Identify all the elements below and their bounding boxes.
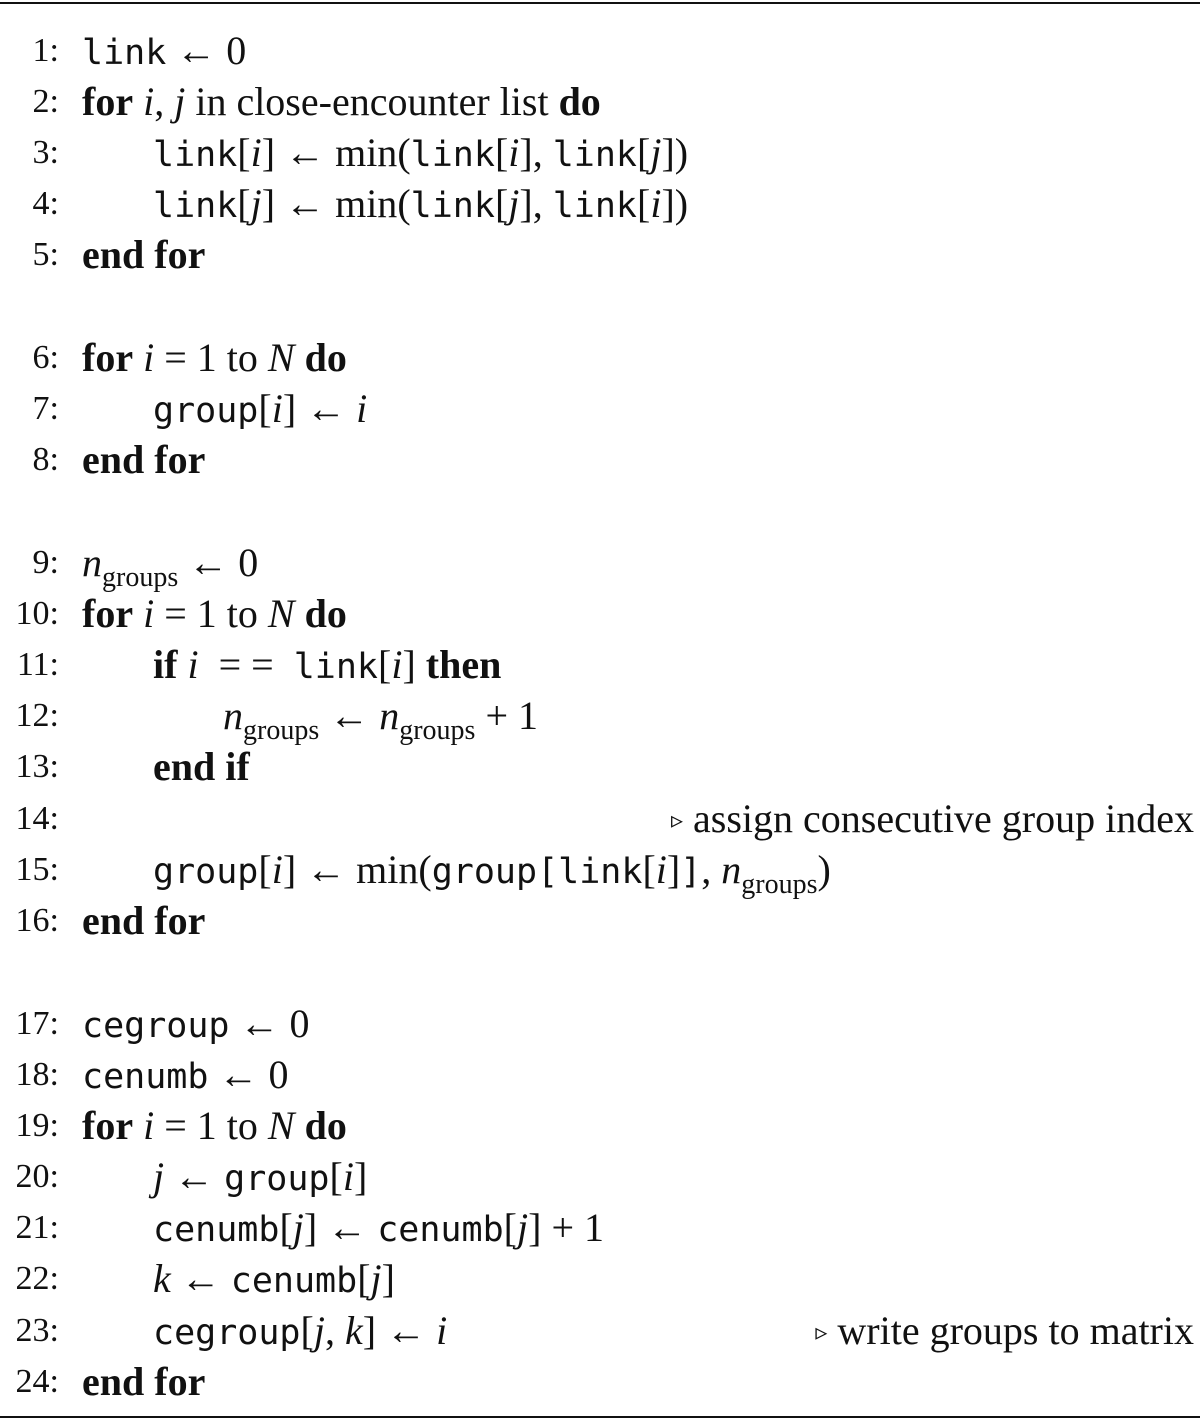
line-code: end for bbox=[82, 232, 206, 277]
line-code: cenumb[j] ← cenumb[j] + 1 bbox=[153, 1205, 604, 1250]
algorithm-line-20 bbox=[0, 1151, 1200, 1202]
algorithm-line-3 bbox=[0, 127, 1200, 178]
algorithm-line-2 bbox=[0, 76, 1200, 127]
algorithm-line-4 bbox=[0, 178, 1200, 229]
line-number: 1: bbox=[32, 32, 59, 69]
algorithm-line-18 bbox=[0, 1049, 1200, 1100]
line-code: end for bbox=[82, 898, 206, 943]
algorithm-line-22 bbox=[0, 1253, 1200, 1304]
line-number: 24: bbox=[15, 1363, 59, 1400]
line-code: link[i] ← min(link[i], link[j]) bbox=[153, 130, 689, 175]
line-number: 7: bbox=[32, 390, 59, 427]
algorithm-line-11 bbox=[0, 639, 1200, 690]
line-number: 3: bbox=[32, 134, 59, 171]
line-code: cegroup[j, k] ← i bbox=[153, 1308, 448, 1353]
line-number: 12: bbox=[15, 697, 59, 734]
algorithm-line-12 bbox=[0, 690, 1200, 746]
line-number: 21: bbox=[15, 1209, 59, 1246]
algorithm-line-19 bbox=[0, 1100, 1200, 1151]
algorithm-line-7 bbox=[0, 383, 1200, 434]
line-code: if i = = link[i] then bbox=[153, 642, 502, 687]
line-code: group[i] ← min(group[link[i]], $n_{groups}$) bbox=[153, 847, 831, 900]
line-number: 17: bbox=[15, 1005, 59, 1042]
line-code: end for bbox=[82, 1359, 206, 1404]
line-comment: ▹ assign consecutive group index bbox=[670, 796, 1194, 841]
line-comment: ▹ write groups to matrix bbox=[815, 1308, 1194, 1353]
line-number: 19: bbox=[15, 1107, 59, 1144]
algorithm-line-14 bbox=[0, 793, 1200, 844]
algorithm-line-17 bbox=[0, 998, 1200, 1049]
algorithm-line-8 bbox=[0, 434, 1200, 485]
line-code: group[i] ← i bbox=[153, 386, 368, 431]
algorithm-line-24 bbox=[0, 1356, 1200, 1407]
line-code: $n_{groups}$ ← $n_{groups} + 1$ bbox=[223, 693, 539, 746]
line-code: for i = 1 to N do bbox=[82, 335, 347, 380]
algorithm-line-13 bbox=[0, 741, 1200, 792]
line-code: $n_{groups}$ ← 0 bbox=[82, 540, 259, 593]
line-number: 13: bbox=[15, 748, 59, 785]
line-number: 22: bbox=[15, 1260, 59, 1297]
line-code: for i = 1 to N do bbox=[82, 1103, 347, 1148]
line-code: link ← 0 bbox=[82, 28, 247, 73]
algorithm-line-5 bbox=[0, 229, 1200, 280]
line-number: 15: bbox=[15, 851, 59, 888]
line-code: for i, j in close-encounter list do bbox=[82, 79, 601, 124]
line-code: cegroup ← 0 bbox=[82, 1001, 310, 1046]
algorithm-line-15 bbox=[0, 844, 1200, 900]
line-code: for i = 1 to N do bbox=[82, 591, 347, 636]
line-number: 5: bbox=[32, 236, 59, 273]
algorithm-line-10 bbox=[0, 588, 1200, 639]
line-number: 10: bbox=[15, 595, 59, 632]
algorithm-line-1 bbox=[0, 25, 1200, 76]
line-code: link[j] ← min(link[j], link[i]) bbox=[153, 181, 689, 226]
line-number: 14: bbox=[15, 800, 59, 837]
line-number: 8: bbox=[32, 441, 59, 478]
line-number: 6: bbox=[32, 339, 59, 376]
algorithm-line-9 bbox=[0, 537, 1200, 593]
line-code: k ← cenumb[j] bbox=[153, 1256, 395, 1301]
algorithm-line-23 bbox=[0, 1305, 1200, 1356]
algorithm-line-16 bbox=[0, 895, 1200, 946]
line-number: 23: bbox=[15, 1312, 59, 1349]
comment-triangle-icon: ▹ bbox=[815, 1320, 828, 1346]
line-number: 11: bbox=[16, 646, 59, 683]
line-number: 2: bbox=[32, 83, 59, 120]
line-number: 9: bbox=[32, 544, 59, 581]
line-number: 18: bbox=[15, 1056, 59, 1093]
line-number: 4: bbox=[32, 185, 59, 222]
line-code: end for bbox=[82, 437, 206, 482]
algorithm-line-6 bbox=[0, 332, 1200, 383]
line-number: 16: bbox=[15, 902, 59, 939]
line-code: j ← group[i] bbox=[153, 1154, 368, 1199]
algorithm-line-21 bbox=[0, 1202, 1200, 1253]
line-code: cenumb ← 0 bbox=[82, 1052, 289, 1097]
bottom-rule bbox=[0, 1416, 1200, 1418]
comment-triangle-icon: ▹ bbox=[670, 808, 683, 834]
line-code: end if bbox=[153, 744, 250, 789]
top-rule bbox=[0, 2, 1200, 4]
line-number: 20: bbox=[15, 1158, 59, 1195]
